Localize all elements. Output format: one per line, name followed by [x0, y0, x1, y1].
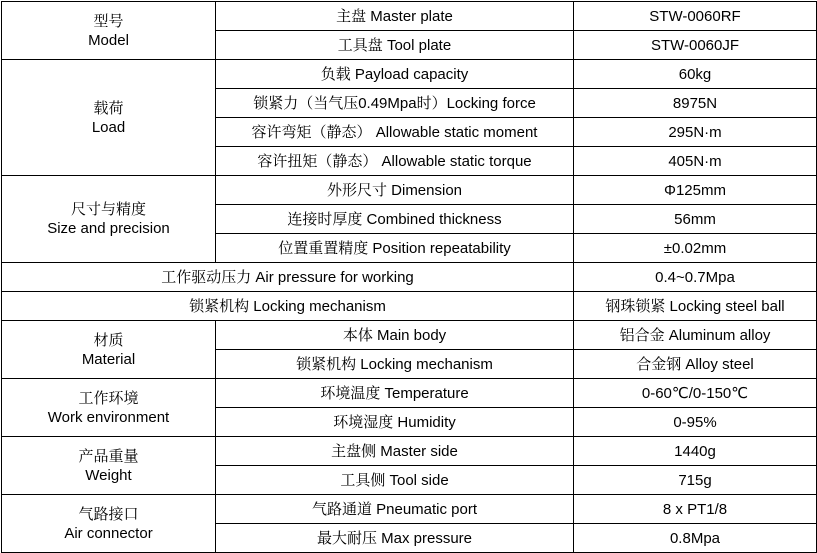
- value-cell: 钢珠锁紧 Locking steel ball: [574, 292, 817, 321]
- value-cell: 8 x PT1/8: [574, 495, 817, 524]
- category-cell: [2, 495, 216, 553]
- item-cell: 环境湿度 Humidity: [216, 408, 574, 437]
- category-label-en: Air connector: [64, 524, 153, 542]
- item-cell: 负载 Payload capacity: [216, 60, 574, 89]
- item-cell: 主盘侧 Master side: [216, 437, 574, 466]
- item-cell: 容许扭矩（静态） Allowable static torque: [216, 147, 574, 176]
- value-cell: 56mm: [574, 205, 817, 234]
- value-cell: 0-60℃/0-150℃: [574, 379, 817, 408]
- item-cell: 本体 Main body: [216, 321, 574, 350]
- value-cell: STW-0060JF: [574, 31, 817, 60]
- value-cell: Φ125mm: [574, 176, 817, 205]
- item-cell: 工具侧 Tool side: [216, 466, 574, 495]
- table-row: [2, 60, 817, 89]
- full-label-cell: 工作驱动压力 Air pressure for working: [2, 263, 574, 292]
- category-cell: [2, 321, 216, 379]
- item-cell: 气路通道 Pneumatic port: [216, 495, 574, 524]
- full-label-cell: 锁紧机构 Locking mechanism: [2, 292, 574, 321]
- item-cell: 容许弯矩（静态） Allowable static moment: [216, 118, 574, 147]
- item-cell: 主盘 Master plate: [216, 2, 574, 31]
- table-row: [2, 321, 817, 350]
- category-label-zh: 工作环境: [78, 389, 139, 407]
- category-label-zh: 载荷: [93, 99, 124, 117]
- category-cell: [2, 437, 216, 495]
- value-cell: 295N·m: [574, 118, 817, 147]
- item-cell: 锁紧机构 Locking mechanism: [216, 350, 574, 379]
- value-cell: STW-0060RF: [574, 2, 817, 31]
- item-cell: 环境温度 Temperature: [216, 379, 574, 408]
- value-cell: 合金钢 Alloy steel: [574, 350, 817, 379]
- category-cell: [2, 60, 216, 176]
- table-row: [2, 176, 817, 205]
- category-cell: [2, 379, 216, 437]
- value-cell: 405N·m: [574, 147, 817, 176]
- category-label-zh: 材质: [93, 331, 124, 349]
- value-cell: 715g: [574, 466, 817, 495]
- value-cell: 0.8Mpa: [574, 524, 817, 553]
- table-row: [2, 495, 817, 524]
- item-cell: 工具盘 Tool plate: [216, 31, 574, 60]
- category-label-en: Material: [81, 350, 136, 368]
- category-label-zh: 气路接口: [78, 505, 139, 523]
- category-label-en: Model: [88, 31, 129, 49]
- category-label-en: Work environment: [47, 408, 170, 426]
- value-cell: 0.4~0.7Mpa: [574, 263, 817, 292]
- item-cell: 连接时厚度 Combined thickness: [216, 205, 574, 234]
- value-cell: ±0.02mm: [574, 234, 817, 263]
- category-label-en: Size and precision: [47, 220, 170, 237]
- category-cell: [2, 176, 216, 263]
- value-cell: 0-95%: [574, 408, 817, 437]
- value-cell: 60kg: [574, 60, 817, 89]
- category-label-en: Load: [91, 118, 126, 136]
- value-cell: 1440g: [574, 437, 817, 466]
- category-label-zh: 产品重量: [78, 447, 139, 465]
- category-label-zh: 型号: [93, 12, 124, 30]
- item-cell: 外形尺寸 Dimension: [216, 176, 574, 205]
- category-label-en: Weight: [85, 466, 132, 484]
- value-cell: 铝合金 Aluminum alloy: [574, 321, 817, 350]
- table-row: [2, 292, 817, 321]
- table-row: [2, 379, 817, 408]
- category-label-zh: 尺寸与精度: [70, 201, 146, 218]
- value-cell: 8975N: [574, 89, 817, 118]
- spec-table: [1, 1, 817, 553]
- table-row: [2, 2, 817, 31]
- item-cell: 位置重置精度 Position repeatability: [216, 234, 574, 263]
- item-cell: 锁紧力（当气压0.49Mpa时）Locking force: [216, 89, 574, 118]
- item-cell: 最大耐压 Max pressure: [216, 524, 574, 553]
- table-row: [2, 263, 817, 292]
- category-cell: [2, 2, 216, 60]
- table-row: [2, 437, 817, 466]
